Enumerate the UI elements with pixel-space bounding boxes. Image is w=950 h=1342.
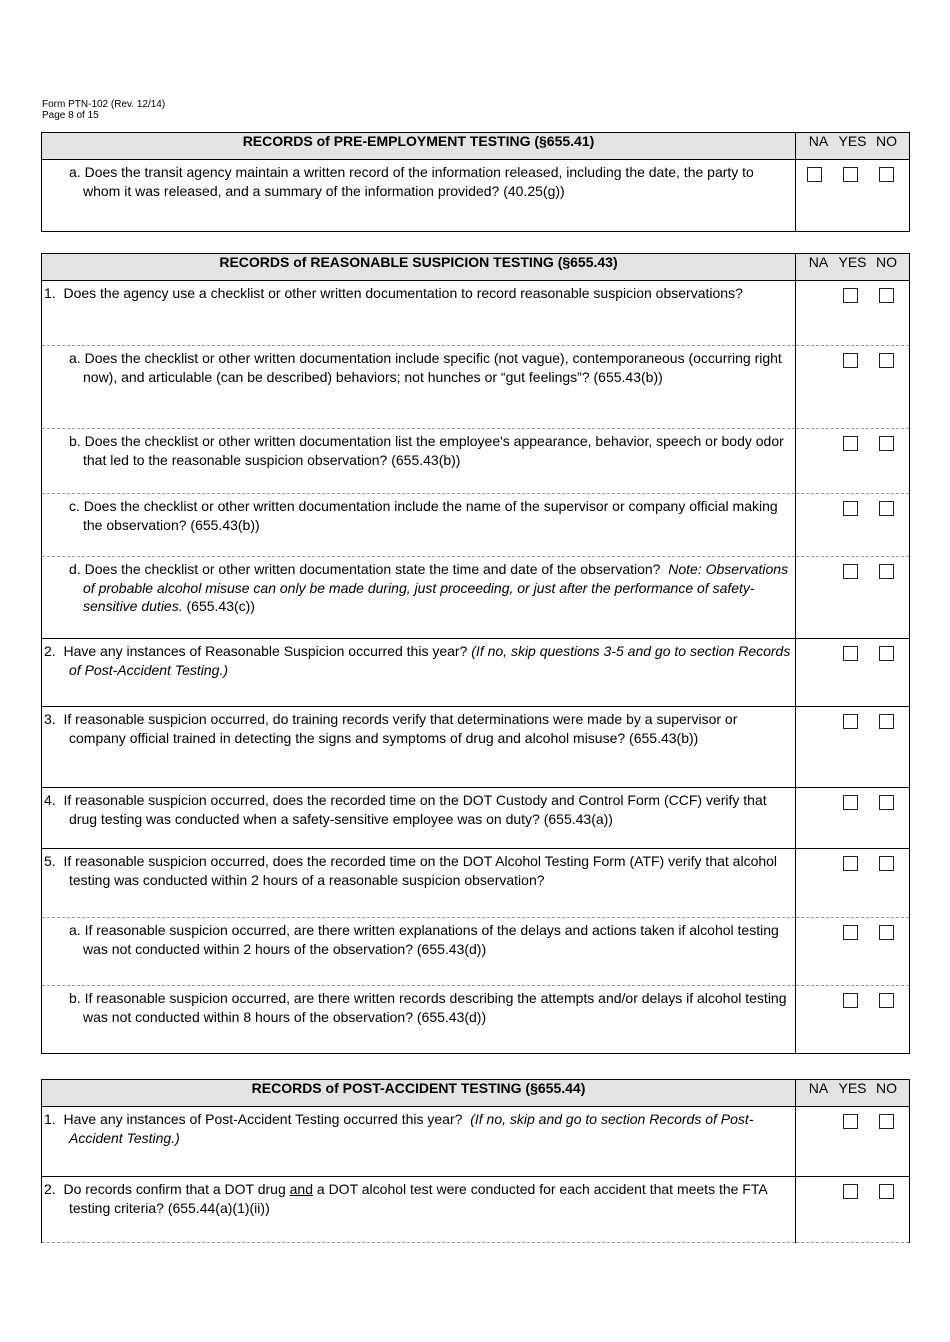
no-checkbox[interactable]	[879, 714, 894, 729]
yes-checkbox[interactable]	[843, 795, 858, 810]
no-checkbox[interactable]	[879, 925, 894, 940]
section-title: RECORDS of PRE-EMPLOYMENT TESTING (§655.41)	[42, 133, 796, 160]
question-label: a.	[69, 922, 81, 938]
question-text: 2. Have any instances of Reasonable Suspicion occurred this year? (If no, skip questions 3-5 and go to section Records of Post-Accident Testing.)	[44, 643, 791, 678]
no-checkbox[interactable]	[879, 501, 894, 516]
column-headers	[796, 1080, 910, 1107]
question-label: 2.	[44, 643, 56, 659]
question-text: 2. Do records confirm that a DOT drug and a DOT alcohol test were conducted for each accident that meets the FTA testing criteria? (655.44(a)(1)(ii))	[44, 1181, 767, 1216]
question-row	[42, 849, 910, 918]
yes-checkbox[interactable]	[843, 714, 858, 729]
reasonable-suspicion-section	[41, 253, 910, 1054]
yes-checkbox[interactable]	[843, 436, 858, 451]
question-row	[42, 707, 910, 788]
question-label: 3.	[44, 711, 56, 727]
yes-checkbox[interactable]	[843, 993, 858, 1008]
question-text: a. Does the transit agency maintain a written record of the information released, including the date, the party to whom it was released, and a summary of the information provided? (40.25(g))	[69, 164, 754, 199]
question-row	[42, 557, 910, 639]
yes-checkbox[interactable]	[843, 167, 858, 182]
yes-checkbox[interactable]	[843, 1184, 858, 1199]
na-header: NA	[808, 254, 829, 270]
question-text: a. If reasonable suspicion occurred, are there written explanations of the delays and actions taken if alcohol testing was not conducted within 2 hours of the observation? (655.43(d))	[69, 922, 779, 957]
no-checkbox[interactable]	[879, 795, 894, 810]
section-title: RECORDS of REASONABLE SUSPICION TESTING (§655.43)	[42, 254, 796, 281]
yes-checkbox[interactable]	[843, 501, 858, 516]
na-checkbox[interactable]	[807, 167, 822, 182]
question-label: c.	[69, 498, 80, 514]
question-note: (If no, skip and go to section Records of Post-Accident Testing.)	[69, 1111, 754, 1146]
question-label: 2.	[44, 1181, 56, 1197]
question-text: 3. If reasonable suspicion occurred, do training records verify that determinations were made by a supervisor or company official trained in detecting the signs and symptoms of drug and alcohol misuse? (655.43(b))	[44, 711, 738, 746]
question-row	[42, 346, 910, 429]
question-row	[42, 1177, 910, 1243]
yes-checkbox[interactable]	[843, 353, 858, 368]
no-header: NO	[876, 254, 897, 270]
yes-header: YES	[838, 1080, 867, 1096]
no-checkbox[interactable]	[879, 167, 894, 182]
yes-checkbox[interactable]	[843, 646, 858, 661]
pre-employment-section	[41, 132, 910, 232]
question-note: (If no, skip questions 3-5 and go to section Records of Post-Accident Testing.)	[69, 643, 791, 678]
no-header: NO	[876, 133, 897, 149]
column-headers	[796, 133, 910, 160]
emphasis-and: and	[289, 1181, 313, 1197]
question-label: 5.	[44, 853, 56, 869]
question-label: a.	[69, 164, 81, 180]
question-text: 1. Have any instances of Post-Accident Testing occurred this year? (If no, skip and go to section Records of Post-Accident Testing.)	[44, 1111, 754, 1146]
question-text: a. Does the checklist or other written documentation include specific (not vague), contemporaneous (occurring right now), and articulable (can be described) behaviors; not hunches or “gut feelings”? (655.43(b))	[69, 350, 782, 385]
question-label: a.	[69, 350, 81, 366]
question-text: 5. If reasonable suspicion occurred, does the recorded time on the DOT Alcohol Testing Form (ATF) verify that alcohol testing was conducted within 2 hours of a reasonable suspicion observation?	[44, 853, 778, 888]
question-text: b. Does the checklist or other written documentation list the employee's appearance, behavior, speech or body odor that led to the reasonable suspicion observation? (655.43(b))	[69, 433, 784, 468]
no-checkbox[interactable]	[879, 1114, 894, 1129]
no-checkbox[interactable]	[879, 646, 894, 661]
question-text: c. Does the checklist or other written documentation include the name of the supervisor or company official making the observation? (655.43(b))	[69, 498, 778, 533]
form-header	[42, 99, 165, 121]
question-row	[42, 494, 910, 557]
question-text: 4. If reasonable suspicion occurred, does the recorded time on the DOT Custody and Control Form (CCF) verify that drug testing was conducted when a safety-sensitive employee was on duty? (655.43(a))	[44, 792, 767, 827]
na-header: NA	[808, 1080, 829, 1096]
no-checkbox[interactable]	[879, 436, 894, 451]
yes-header: YES	[838, 133, 867, 149]
question-row	[42, 986, 910, 1054]
question-text: d. Does the checklist or other written documentation state the time and date of the observation? Note: Observations of probable alcohol misuse can only be made during, just proceeding, or just after the performance of safety-sensitive duties. (655.43(c))	[69, 561, 789, 614]
no-checkbox[interactable]	[879, 564, 894, 579]
question-label: b.	[69, 433, 81, 449]
yes-header: YES	[838, 254, 867, 270]
form-id: Form PTN-102 (Rev. 12/14)	[42, 99, 166, 110]
question-label: 4.	[44, 792, 56, 808]
no-checkbox[interactable]	[879, 288, 894, 303]
section-title: RECORDS of POST-ACCIDENT TESTING (§655.44)	[42, 1080, 796, 1107]
na-header: NA	[808, 133, 829, 149]
yes-checkbox[interactable]	[843, 925, 858, 940]
question-row	[42, 429, 910, 494]
question-row	[42, 639, 910, 707]
column-headers	[796, 254, 910, 281]
question-row	[42, 281, 910, 346]
question-label: 1.	[44, 1111, 56, 1127]
question-label: 1.	[44, 285, 56, 301]
question-row	[42, 918, 910, 986]
yes-checkbox[interactable]	[843, 1114, 858, 1129]
question-row	[42, 160, 910, 232]
no-header: NO	[876, 1080, 897, 1096]
no-checkbox[interactable]	[879, 1184, 894, 1199]
question-row	[42, 1107, 910, 1177]
question-note: Note: Observations of probable alcohol misuse can only be made during, just proceeding, or just after the performance of safety-sensitive duties.	[83, 561, 789, 614]
no-checkbox[interactable]	[879, 856, 894, 871]
no-checkbox[interactable]	[879, 993, 894, 1008]
question-text: b. If reasonable suspicion occurred, are there written records describing the attempts and/or delays if alcohol testing was not conducted within 8 hours of the observation? (655.43(d))	[69, 990, 787, 1025]
question-label: b.	[69, 990, 81, 1006]
question-text: 1. Does the agency use a checklist or other written documentation to record reasonable suspicion observations?	[44, 285, 743, 301]
yes-checkbox[interactable]	[843, 856, 858, 871]
post-accident-section	[41, 1079, 910, 1243]
question-row	[42, 788, 910, 849]
yes-checkbox[interactable]	[843, 288, 858, 303]
page-number: Page 8 of 15	[42, 110, 99, 121]
no-checkbox[interactable]	[879, 353, 894, 368]
question-label: d.	[69, 561, 81, 577]
yes-checkbox[interactable]	[843, 564, 858, 579]
